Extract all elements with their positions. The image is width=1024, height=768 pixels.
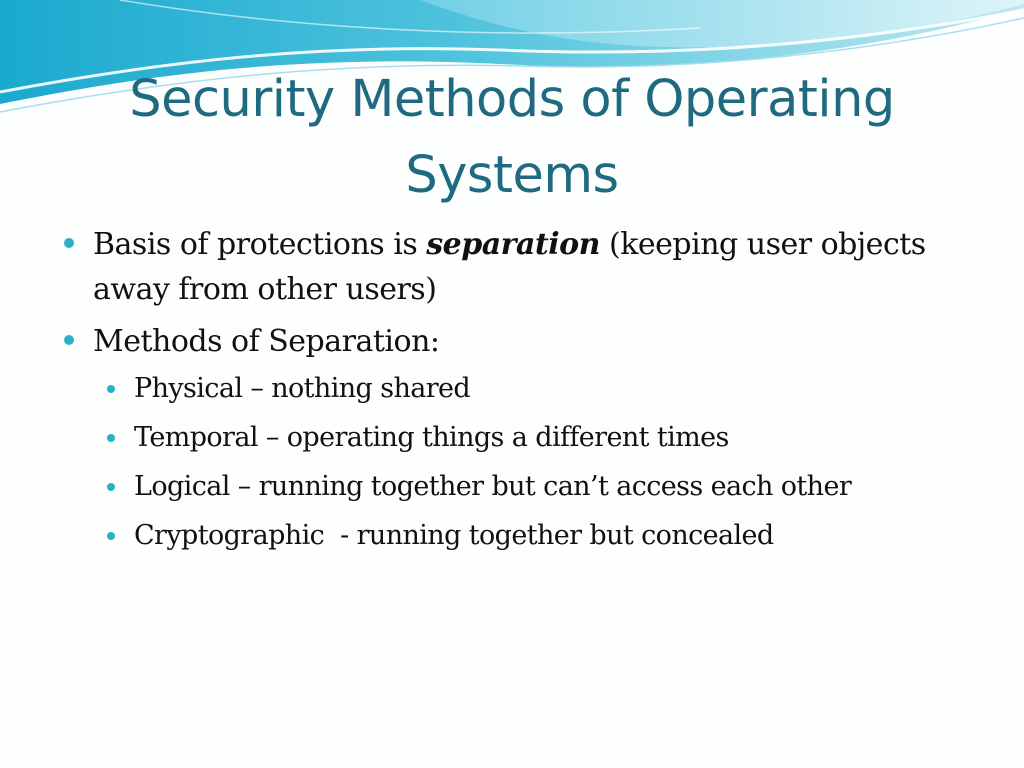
bullet-text-start: Basis of protections is <box>93 227 427 262</box>
sub-bullet-text: Physical – nothing shared <box>134 373 471 404</box>
sub-bullet-text: Temporal – operating things a different times <box>134 422 729 453</box>
bullet-emphasis: separation <box>426 227 600 262</box>
bullet-dot-icon <box>64 238 74 248</box>
bullet-methods-of-separation <box>62 319 982 364</box>
bullet-text-end: (keeping user objects away from other users) <box>93 227 926 307</box>
sub-bullet-dot-icon <box>107 385 115 393</box>
sub-bullet-dot-icon <box>107 434 115 442</box>
bullet-separation-basis <box>62 222 982 312</box>
sub-bullet-physical <box>62 371 982 406</box>
bullet-text: Methods of Separation: <box>93 324 440 359</box>
sub-bullet-text: Cryptographic - running together but concealed <box>134 520 774 551</box>
sub-bullet-dot-icon <box>107 532 115 540</box>
bullet-dot-icon <box>64 335 74 345</box>
sub-bullet-temporal <box>62 420 982 455</box>
sub-bullet-text: Logical – running together but can’t access each other <box>134 471 852 502</box>
sub-bullet-cryptographic <box>62 518 982 553</box>
sub-bullet-dot-icon <box>107 483 115 491</box>
slide-title: Security Methods of Operating Systems <box>129 70 895 205</box>
slide-content <box>62 222 982 567</box>
sub-bullet-logical <box>62 469 982 504</box>
